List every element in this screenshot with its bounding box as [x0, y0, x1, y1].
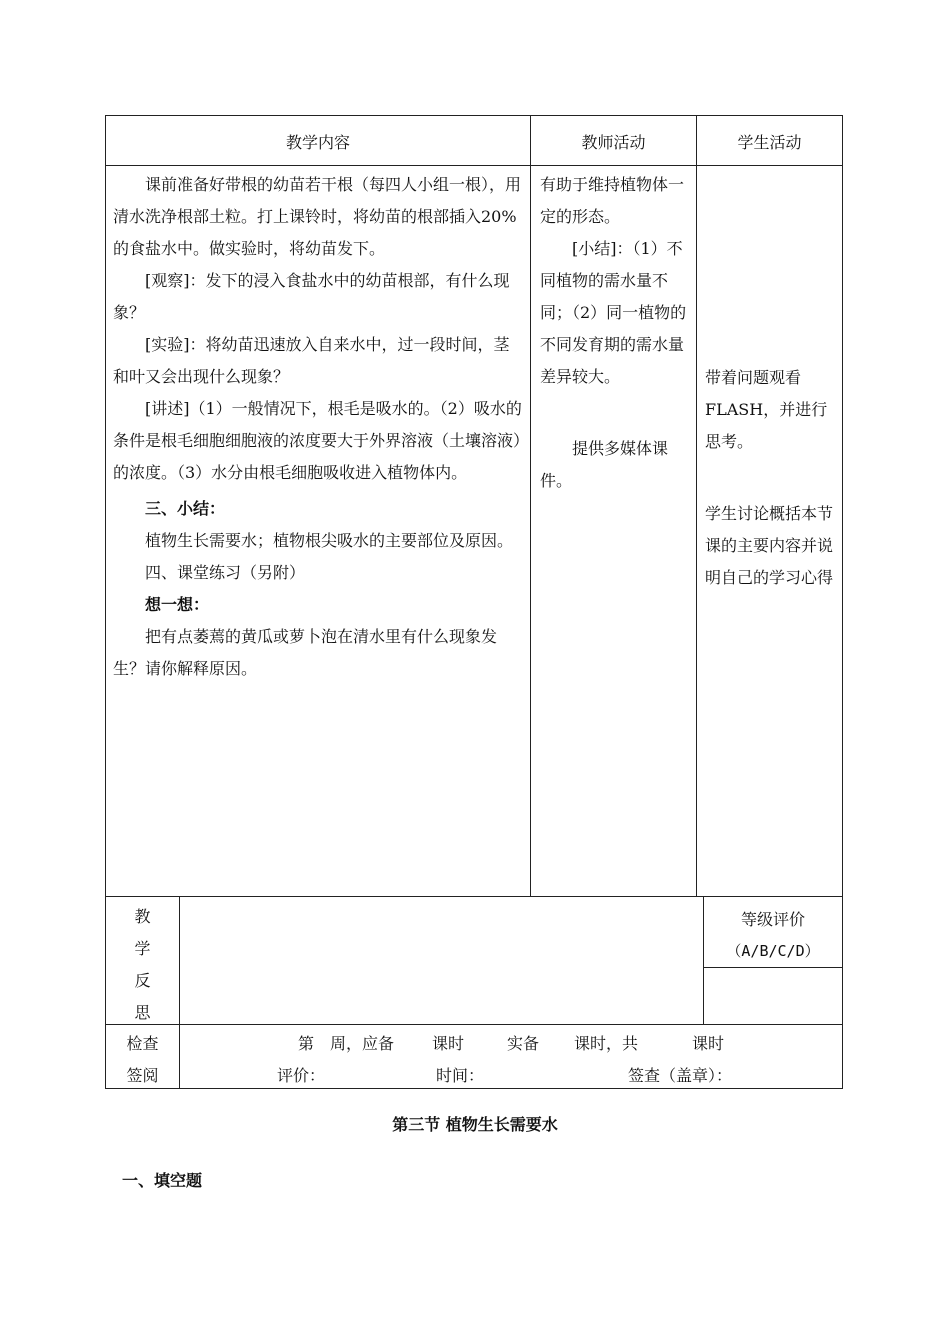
student-discuss-note: 学生讨论概括本节课的主要内容并说明自己的学习心得 — [705, 504, 834, 587]
lecture-paragraph: [讲述]（1）一般情况下，根毛是吸水的。（2）吸水的条件是根毛细胞细胞液的浓度要大于外界溶液（土壤溶液）的浓度。（3）水分由根毛细胞吸收进入植物体内。 — [113, 399, 522, 482]
student-flash-note: 带着问题观看FLASH，并进行思考。 — [705, 368, 828, 451]
think-heading: 想一想： — [145, 595, 210, 614]
observe-paragraph: [观察]：发下的浸入食盐水中的幼苗根部，有什么现象？ — [113, 271, 510, 322]
check-row-1 — [180, 1028, 842, 1060]
evaluation-label: 评价： — [277, 1066, 326, 1085]
intro-paragraph: 课前准备好带根的幼苗若干根（每四人小组一根），用清水洗净根部土粒。打上课铃时，将幼苗的根部插入20%的食盐水中。做实验时，将幼苗发下。 — [113, 175, 522, 258]
actual-label: 实备 — [507, 1034, 540, 1053]
header-student-activity: 学生活动 — [737, 133, 802, 152]
reflection-char-2: 学 — [134, 939, 151, 958]
teacher-activity-cell — [540, 169, 690, 497]
teaching-content-cell — [113, 169, 523, 685]
week-label: 第 — [298, 1034, 315, 1053]
reflection-char-4: 思 — [134, 1003, 151, 1022]
actual-hours-label: 课时，共 — [574, 1034, 639, 1053]
reflection-char-1: 教 — [134, 907, 151, 926]
reflection-label — [106, 901, 179, 1029]
grade-input-area[interactable] — [704, 968, 842, 1024]
time-label: 时间： — [436, 1066, 485, 1085]
teacher-shape-note: 有助于维持植物体一定的形态。 — [540, 175, 685, 226]
header-teaching-content: 教学内容 — [285, 133, 350, 152]
check-label-line1: 检查 — [126, 1034, 159, 1053]
header-teacher-activity: 教师活动 — [581, 133, 646, 152]
teacher-media-note: 提供多媒体课件。 — [540, 439, 669, 490]
check-label — [106, 1028, 179, 1092]
student-activity-cell — [705, 362, 837, 594]
section-title: 第三节 植物生长需要水 — [392, 1115, 558, 1134]
practice-line: 四、课堂练习（另附） — [145, 563, 306, 582]
reflection-char-3: 反 — [134, 971, 151, 990]
total-hours-label: 课时 — [692, 1034, 725, 1053]
experiment-paragraph: [实验]：将幼苗迅速放入自来水中，过一段时间，茎和叶又会出现什么现象？ — [113, 335, 510, 386]
stamp-label: 签查（盖章）： — [628, 1066, 733, 1085]
planned-label: 周，应备 — [330, 1034, 395, 1053]
summary-heading: 三、小结： — [145, 499, 226, 518]
planned-hours-label: 课时 — [432, 1034, 465, 1053]
fill-blank-heading: 一、填空题 — [122, 1171, 203, 1190]
summary-body: 植物生长需要水；植物根尖吸水的主要部位及原因。 — [145, 531, 514, 550]
grade-label: 等级评价 — [740, 910, 805, 929]
think-body: 把有点萎蔫的黄瓜或萝卜泡在清水里有什么现象发生？请你解释原因。 — [113, 627, 498, 678]
check-row-2 — [180, 1060, 842, 1092]
reflection-text-area[interactable] — [180, 897, 703, 1024]
grade-options: （A/B/C/D） — [726, 942, 820, 960]
teacher-summary: [小结]：（1）不同植物的需水量不同；（2）同一植物的不同发育期的需水量差异较大。 — [540, 239, 687, 386]
check-label-line2: 签阅 — [126, 1066, 159, 1085]
